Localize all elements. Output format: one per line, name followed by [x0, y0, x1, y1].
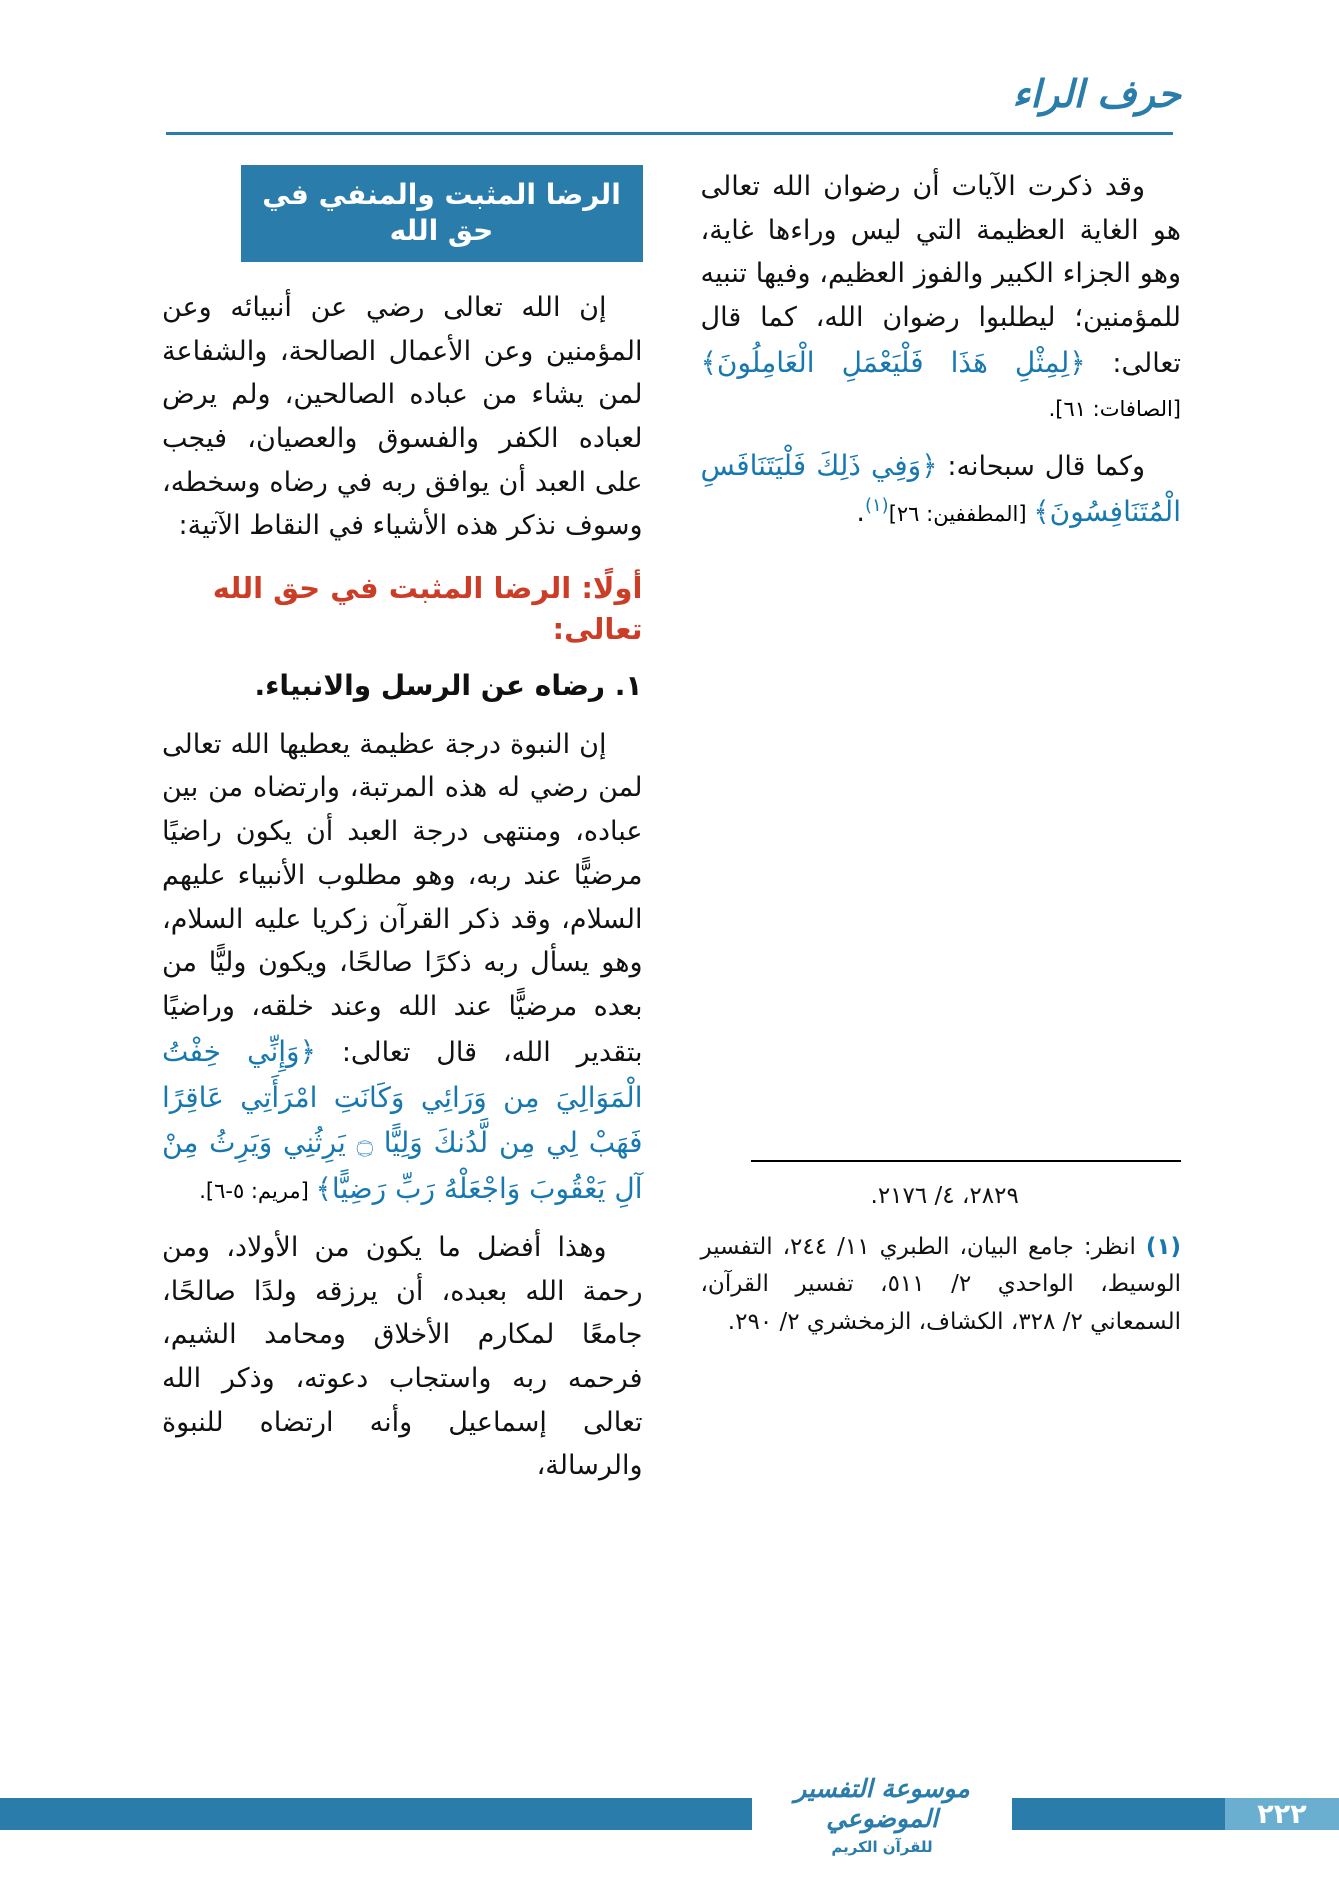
verse-reference: [المطففين: ٢٦]	[888, 502, 1034, 527]
body-text: .	[856, 497, 865, 529]
footnote-continuation: ٢٨٢٩، ٤/ ٢١٧٦.	[870, 1182, 1019, 1209]
verse-reference: [الصافات: ٦١].	[1048, 396, 1181, 421]
page-body	[0, 135, 1339, 1502]
footnote-divider	[751, 1160, 1181, 1162]
body-text: إن النبوة درجة عظيمة يعطيها الله تعالى لمن رضي له هذه المرتبة، وارتضاه من بين عباده، ومنتهى درجة العبد أن يكون راضيًا مرضيًّا عند ربه، وهو مطلوب الأنبياء عليهم السلام، وقد ذكر القرآن زكريا عليه السلام، وهو يسأل ربه ذكرًا صالحًا، ويكون وليًّا من بعده مرضيًّا عند الله وعند خلقه، وراضيًا بتقدير الله، قال تعالى:	[162, 728, 643, 1068]
quran-verse: ﴿وَإِنِّي خِفْتُ الْمَوَالِيَ مِن وَرَائِي وَكَانَتِ امْرَأَتِي عَاقِرًا فَهَبْ لِي مِن لَّدُنكَ وَلِيًّا ۝ يَرِثُنِي وَيَرِثُ مِنْ آلِ يَعْقُوبَ وَاجْعَلْهُ رَبِّ رَضِيًّا﴾	[162, 1034, 643, 1206]
paragraph: إن الله تعالى رضي عن أنبيائه وعن المؤمنين وعن الأعمال الصالحة، والشفاعة لمن يشاء من عباده الصالحين، ولم يرض لعباده الكفر والفسوق والعصيان، فيجب على العبد أن يوافق ربه في رضاه وسخطه، وسوف نذكر هذه الأشياء في النقاط الآتية:	[162, 291, 643, 542]
footer-bar	[0, 1798, 1339, 1830]
body-text: وقد ذكرت الآيات أن رضوان الله تعالى هو الغاية العظيمة التي ليس وراءها غاية، وهو الجزاء الكبير والفوز العظيم، وفيها تنبيه للمؤمنين؛ ليطلبوا رضوان الله، كما قال تعالى:	[700, 171, 1181, 379]
right-column	[701, 165, 1182, 1502]
footnote-text: انظر: جامع البيان، الطبري ١١/ ٢٤٤، التفسير الوسيط، الواحدي ٢/ ٥١١، تفسير القرآن، السمعاني ٢/ ٣٢٨، الكشاف، الزمخشري ٢/ ٢٩٠.	[700, 1234, 1181, 1335]
page-number-badge: ٢٢٢	[1225, 1798, 1339, 1830]
quran-verse: ﴿وَفِي ذَلِكَ فَلْيَتَنَافَسِ الْمُتَنَافِسُونَ﴾	[700, 449, 1181, 529]
quran-verse: ﴿لِمِثْلِ هَذَا فَلْيَعْمَلِ الْعَامِلُونَ﴾	[700, 345, 1086, 379]
paragraph	[701, 443, 1182, 534]
paragraph: وهذا أفضل ما يكون من الأولاد، ومن رحمة الله بعبده، أن يرزقه ولدًا صالحًا، جامعًا لمكارم الأخلاق ومحامد الشيم، فرحمه ربه واستجاب دعوته، وذكر الله تعالى إسماعيل وأنه ارتضاه للنبوة والرسالة،	[162, 1231, 643, 1482]
numbered-item: ١. رضاه عن الرسل والانبياء.	[254, 669, 643, 703]
footnote-entry	[701, 1229, 1182, 1341]
verse-reference: [مريم: ٥-٦].	[199, 1179, 316, 1204]
footnotes-block	[701, 1160, 1182, 1341]
page-header	[0, 0, 1339, 135]
section-heading-box: الرضا المثبت والمنفي في حق الله	[241, 165, 643, 262]
left-column	[162, 165, 643, 1502]
chapter-title: حرف الراء	[1012, 72, 1181, 116]
footnote-number: (١)	[1145, 1234, 1181, 1261]
paragraph	[701, 165, 1182, 429]
paragraph	[162, 723, 643, 1212]
publisher-logo-title: موسوعة التفسير الموضوعي	[794, 1774, 970, 1833]
publisher-logo-subtitle: للقرآن الكريم	[831, 1838, 933, 1856]
footnote-superscript: (١)	[864, 495, 889, 517]
subsection-heading: أولًا: الرضا المثبت في حق الله تعالى:	[212, 571, 643, 646]
publisher-logo	[752, 1766, 1012, 1860]
body-text: وكما قال سبحانه:	[937, 451, 1145, 483]
